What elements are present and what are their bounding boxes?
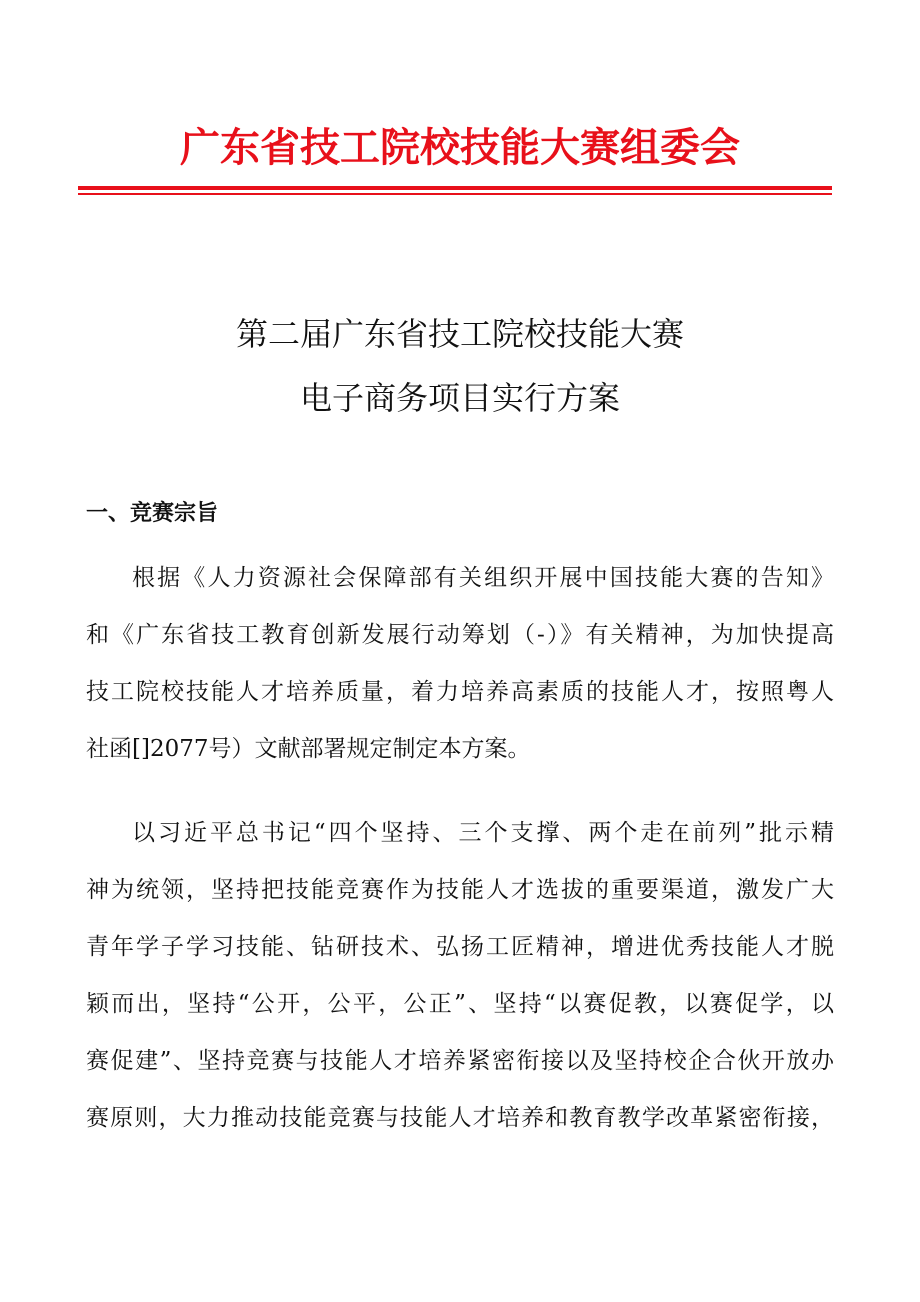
paragraph-line: 青年学子学习技能、钻研技术、弘扬工匠精神，增进优秀技能人才脱 [86,934,834,960]
paragraph-line: 赛促建”、坚持竞赛与技能人才培养紧密衔接以及坚持校企合伙开放办 [86,1048,834,1074]
paragraph-line: 颖而出，坚持“公开，公平，公正”、坚持“以赛促教，以赛促学，以 [86,991,834,1017]
paragraph-line: 神为统领，坚持把技能竞赛作为技能人才选拔的重要渠道，激发广大 [86,877,834,903]
paragraph-line: 技工院校技能人才培养质量，着力培养高素质的技能人才，按照粤人 [86,679,834,705]
document-title-line-1: 第二届广东省技工院校技能大赛 [235,315,684,353]
paragraph-line: 根据《人力资源社会保障部有关组织开展中国技能大赛的告知》 [132,565,834,591]
section-heading: 一、竞赛宗旨 [86,501,219,526]
letterhead-rule-thin [78,193,832,195]
paragraph-line: 以习近平总书记“四个坚持、三个支撑、两个走在前列”批示精 [132,820,834,846]
letterhead-title: 广东省技工院校技能大赛组委会 [180,125,740,171]
paragraph-line: 社函[]2077号）文献部署规定制定本方案。 [86,736,531,762]
paragraph-2 [86,805,834,1147]
paragraph-line: 赛原则，大力推动技能竞赛与技能人才培养和教育教学改革紧密衔接， [86,1105,834,1131]
paragraph-line: 和《广东省技工教育创新发展行动筹划（-）》有关精神，为加快提高 [86,622,834,648]
document-title-line-2: 电子商务项目实行方案 [299,379,620,417]
paragraph-1 [86,550,834,778]
letterhead-rule-thick [78,186,832,190]
